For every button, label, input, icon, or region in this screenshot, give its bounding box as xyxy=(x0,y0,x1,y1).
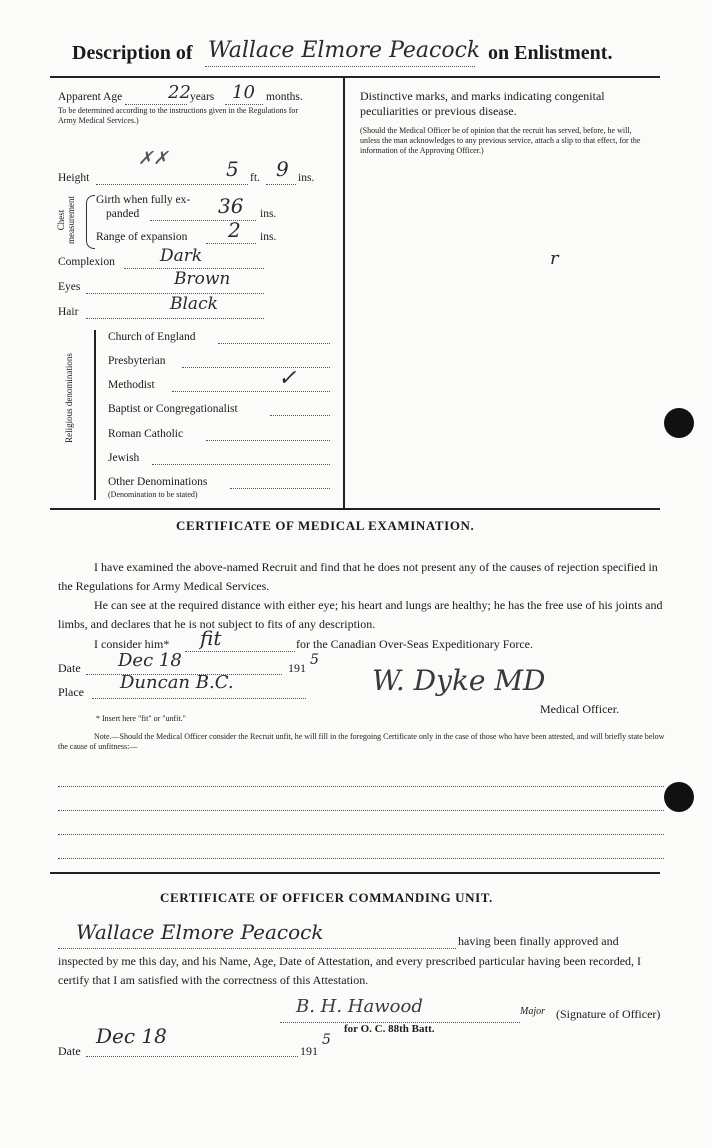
unfitness-line xyxy=(58,786,664,787)
denomination-label: Presbyterian xyxy=(108,355,166,367)
commanding-date-dots xyxy=(86,1056,298,1057)
unfitness-line xyxy=(58,858,664,859)
chest-label: Chest measurement xyxy=(56,196,76,244)
age-months-label: months. xyxy=(266,91,303,103)
denomination-label: Church of England xyxy=(108,331,196,343)
unfitness-line xyxy=(58,810,664,811)
consider-value: fit xyxy=(200,626,222,650)
medical-date-label: Date xyxy=(58,661,81,675)
girth-label-1: Girth when fully ex- xyxy=(96,194,191,206)
hair-label: Hair xyxy=(58,306,79,318)
commanding-heading: CERTIFICATE OF OFFICER COMMANDING UNIT. xyxy=(160,890,493,905)
consider-dots xyxy=(185,651,295,652)
denomination-label: Jewish xyxy=(108,452,140,464)
height-inches-value: 9 xyxy=(276,157,289,181)
officer-rank: Major xyxy=(520,1006,545,1017)
age-months-value: 10 xyxy=(232,82,255,103)
denomination-dots xyxy=(152,464,330,465)
girth-unit: ins. xyxy=(260,208,277,220)
denomination-label: Baptist or Congregationalist xyxy=(108,403,238,415)
religious-label: Religious denominations xyxy=(64,353,74,443)
religion-bracket xyxy=(94,330,96,500)
denomination-label: Roman Catholic xyxy=(108,428,184,440)
header-dotted-line xyxy=(205,66,475,67)
marks-note: (Should the Medical Officer be of opinion that the recruit has served, before, he will, unless the man acknowledges to any previous service, attach a slip to that effect, for the information of the Approving Officer.) xyxy=(360,126,641,155)
medical-heading: CERTIFICATE OF MEDICAL EXAMINATION. xyxy=(176,518,475,533)
column-divider xyxy=(343,78,345,508)
recruit-name-handwritten: Wallace Elmore Peacock xyxy=(208,38,481,63)
complexion-value: Dark xyxy=(160,246,203,266)
eyes-value: Brown xyxy=(174,269,231,289)
hair-dots xyxy=(86,318,264,319)
height-inches-label: ins. xyxy=(298,172,315,184)
age-years-label: years xyxy=(190,91,215,103)
height-feet-value: 5 xyxy=(226,157,239,181)
denomination-label: Methodist xyxy=(108,379,155,391)
chest-brace xyxy=(86,195,95,249)
medical-year-prefix: 191 xyxy=(288,661,306,675)
section-rule xyxy=(50,872,660,874)
height-dots xyxy=(96,184,248,185)
medical-note: Note.—Should the Medical Officer consider the Recruit unfit, he will fill in the foregoing Certificate only in the case of those who have been attested, and will briefly state below the cause of unfitness:— xyxy=(58,732,665,751)
unfitness-line xyxy=(58,834,664,835)
officer-signature: B. H. Hawood xyxy=(296,996,423,1017)
denomination-note: (Denomination to be stated) xyxy=(108,490,198,499)
commanding-name-dots xyxy=(58,948,456,949)
section-rule xyxy=(50,508,660,510)
commanding-year-value: 5 xyxy=(322,1032,331,1048)
girth-label-2: panded xyxy=(106,208,140,220)
title-prefix: Description of xyxy=(72,42,193,64)
insert-note: * Insert here "fit" or "unfit." xyxy=(96,714,186,723)
place-value: Duncan B.C. xyxy=(120,672,234,693)
denomination-dots xyxy=(206,440,330,441)
for-unit-stamp: for O. C. 88th Batt. xyxy=(344,1023,435,1035)
consider-suffix: for the Canadian Over-Seas Expeditionary Force. xyxy=(296,637,534,651)
place-label: Place xyxy=(58,685,84,699)
medical-date-value: Dec 18 xyxy=(118,650,182,671)
punch-hole xyxy=(664,782,694,812)
denomination-dots xyxy=(230,488,330,489)
marks-heading: Distinctive marks, and marks indicating congenital peculiarities or previous disease. xyxy=(360,89,605,118)
denomination-dots xyxy=(182,367,330,368)
title-suffix: on Enlistment. xyxy=(488,42,613,64)
denomination-dots xyxy=(172,391,330,392)
hair-value: Black xyxy=(170,294,218,314)
punch-hole xyxy=(664,408,694,438)
commanding-text-2: inspected by me this day, and his Name, Age, Date of Attestation, and every prescribed particular having been recorded, I certify that I am satisfied with the correctness of this Attestation. xyxy=(58,954,642,987)
range-unit: ins. xyxy=(260,231,277,243)
header-rule xyxy=(50,76,660,78)
marks-value: r xyxy=(550,248,559,269)
range-label: Range of expansion xyxy=(96,231,188,243)
methodist-checkmark: ✓ xyxy=(278,366,297,391)
place-dots xyxy=(92,698,306,699)
medical-para-1: I have examined the above-named Recruit and find that he does not present any of the causes of rejection specified in the Regulations for Army Medical Services. xyxy=(58,560,658,593)
medical-signature: W. Dyke MD xyxy=(372,664,546,697)
commanding-date-label: Date xyxy=(58,1044,81,1058)
height-label: Height xyxy=(58,172,90,184)
commanding-name-value: Wallace Elmore Peacock xyxy=(76,920,324,944)
complexion-label: Complexion xyxy=(58,256,115,268)
height-inches-dots xyxy=(266,184,296,185)
height-feet-label: ft. xyxy=(250,172,260,184)
eyes-label: Eyes xyxy=(58,281,81,293)
commanding-year-prefix: 191 xyxy=(300,1044,318,1058)
range-dots xyxy=(206,243,256,244)
commanding-text-1: having been finally approved and xyxy=(458,934,619,948)
denomination-dots xyxy=(218,343,330,344)
age-months-dots xyxy=(225,104,263,105)
denomination-dots xyxy=(270,415,330,416)
range-value: 2 xyxy=(228,218,241,242)
commanding-date-value: Dec 18 xyxy=(96,1024,167,1048)
height-scribble: ✗✗ xyxy=(138,148,169,169)
officer-signature-label: (Signature of Officer) xyxy=(556,1007,661,1021)
girth-value: 36 xyxy=(218,194,244,218)
medical-officer-label: Medical Officer. xyxy=(540,702,620,716)
age-dots xyxy=(125,104,187,105)
age-years-value: 22 xyxy=(168,82,191,103)
consider-prefix: I consider him* xyxy=(94,637,170,651)
medical-para-2: He can see at the required distance with either eye; his heart and lungs are healthy; he has the free use of his joints and limbs, and declares that he is not subject to fits of any description. xyxy=(58,598,663,631)
denomination-label: Other Denominations xyxy=(108,476,208,488)
age-note: To be determined according to the instructions given in the Regulations for Army Medical Services.) xyxy=(58,106,299,125)
age-label: Apparent Age xyxy=(58,91,123,103)
medical-year-value: 5 xyxy=(310,652,319,668)
